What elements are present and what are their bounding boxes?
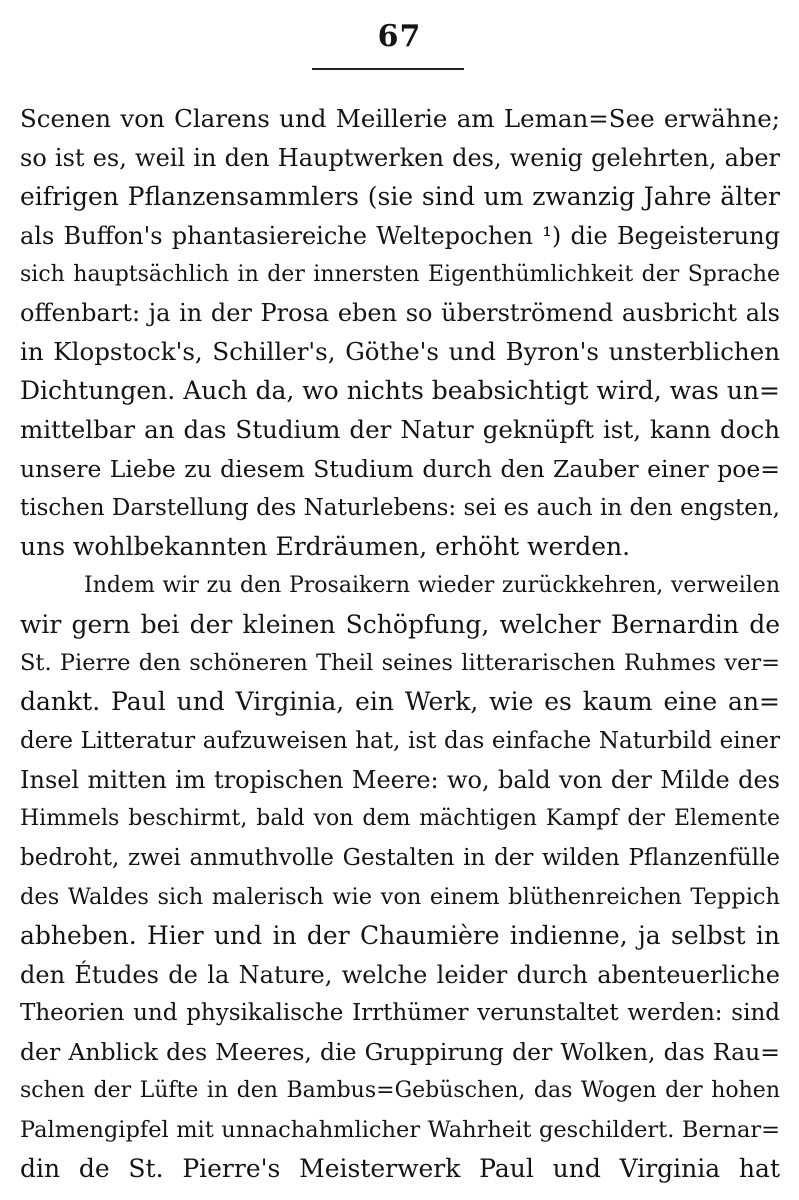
text-line: in Klopstock's, Schiller's, Göthe's und Byron's unsterblichen <box>20 337 780 367</box>
text-line: Himmels beschirmt, bald von dem mächtigen Kampf der Elemente <box>20 806 780 832</box>
text-line: abheben. Hier und in der Chaumière indienne, ja selbst in <box>20 920 780 950</box>
text-line: Scenen von Clarens und Meillerie am Leman=See erwähne; <box>20 104 780 133</box>
text-line: sich hauptsächlich in der innersten Eigenthümlichkeit der Sprache <box>20 261 780 287</box>
text-line: tischen Darstellung des Naturlebens: sei es auch in den engsten, <box>20 494 780 521</box>
text-line: Palmengipfel mit unnachahmlicher Wahrheit geschildert. Bernar= <box>20 1117 780 1144</box>
text-line: schen der Lüfte in den Bambus=Gebüschen, das Wogen der hohen <box>20 1078 780 1104</box>
text-line: des Waldes sich malerisch wie von einem blüthenreichen Teppich <box>20 883 780 910</box>
text-line: Dichtungen. Auch da, wo nichts beabsichtigt wird, was un= <box>20 376 780 406</box>
text-line: eifrigen Pflanzensammlers (sie sind um zwanzig Jahre älter <box>20 181 780 211</box>
paragraph-start-line: Indem wir zu den Prosaikern wieder zurückkehren, verweilen <box>84 572 780 598</box>
text-line: St. Pierre den schöneren Theil seines litterarischen Ruhmes ver= <box>20 650 780 677</box>
page-number: 67 <box>377 19 422 54</box>
text-line: offenbart: ja in der Prosa eben so überströmend ausbricht als <box>20 299 780 328</box>
text-line: dankt. Paul und Virginia, ein Werk, wie es kaum eine an= <box>20 687 780 717</box>
text-line: unsere Liebe zu diesem Studium durch den Zauber einer poe= <box>20 455 780 484</box>
text-line: din de St. Pierre's Meisterwerk Paul und Virginia hat <box>20 1154 780 1184</box>
text-line: Insel mitten im tropischen Meere: wo, bald von der Milde des <box>20 766 780 795</box>
text-line: wir gern bei der kleinen Schöpfung, welcher Bernardin de <box>20 609 780 639</box>
text-line: so ist es, weil in den Hauptwerken des, wenig gelehrten, aber <box>20 143 780 172</box>
text-line: bedroht, zwei anmuthvolle Gestalten in der wilden Pflanzenfülle <box>20 844 780 871</box>
text-line: Theorien und physikalische Irrthümer verunstaltet werden: sind <box>20 1000 780 1027</box>
text-line: den Études de la Nature, welche leider durch abenteuerliche <box>20 960 780 989</box>
paragraph-end-line: uns wohlbekannten Erdräumen, erhöht werden. <box>20 531 631 561</box>
text-line: mittelbar an das Studium der Natur geknüpft ist, kann doch <box>20 415 780 445</box>
text-line: der Anblick des Meeres, die Gruppirung der Wolken, das Rau= <box>20 1038 780 1067</box>
body-text <box>20 100 780 1189</box>
text-line: dere Litteratur aufzuweisen hat, ist das einfache Naturbild einer <box>20 728 780 755</box>
text-line: als Buffon's phantasiereiche Weltepochen ¹) die Begeisterung <box>20 221 780 250</box>
header-rule <box>312 68 464 70</box>
